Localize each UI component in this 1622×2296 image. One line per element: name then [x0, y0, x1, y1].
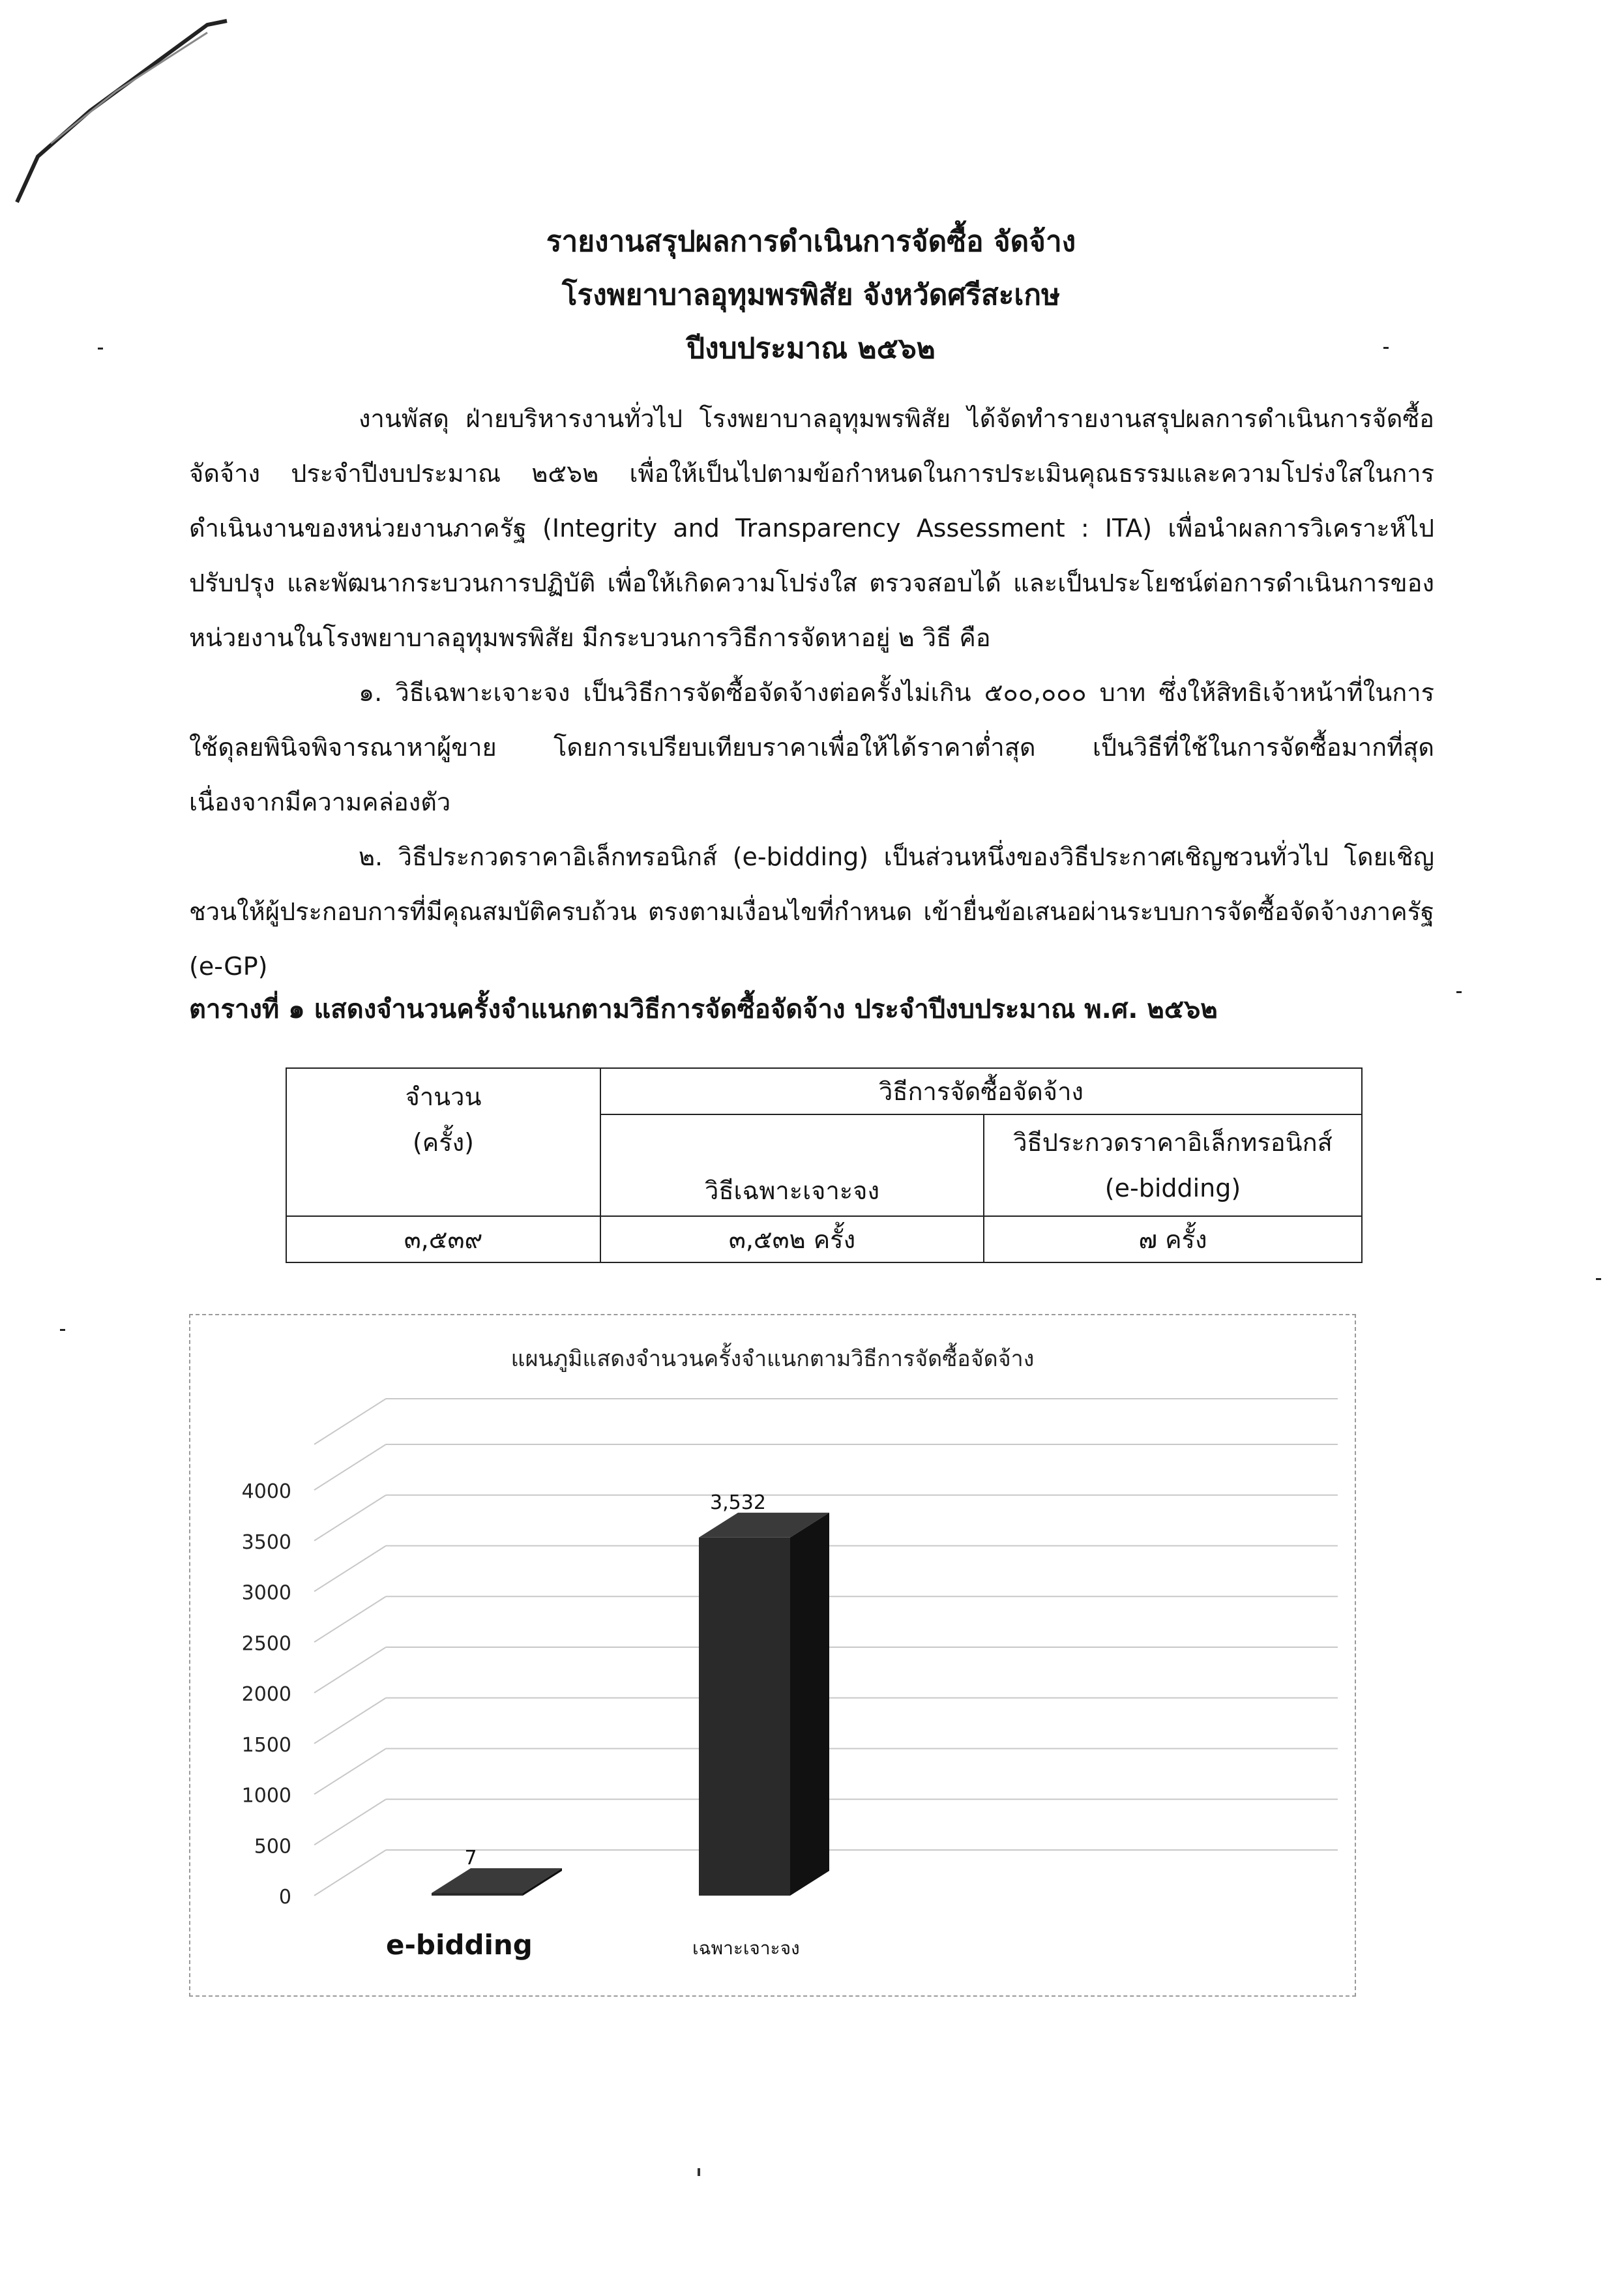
- scan-speck: [98, 348, 103, 350]
- x-category-label: e-bidding: [386, 1929, 533, 1961]
- table-row: [286, 1216, 1362, 1262]
- data-label: 7: [464, 1847, 477, 1870]
- ebid-count-cell: ๗ ครั้ง: [984, 1216, 1362, 1262]
- chart-title: แผนภูมิแสดงจำนวนครั้งจำแนกตามวิธีการจัดซื้อจัดจ้าง: [510, 1346, 1035, 1372]
- table-header-row: [286, 1068, 1362, 1114]
- gridline-side: [314, 1749, 386, 1795]
- gridline-side: [314, 1596, 386, 1642]
- x-category-label: เฉพาะเจาะจง: [692, 1937, 800, 1959]
- gridline-side: [314, 1444, 386, 1490]
- y-tick-label: 3500: [241, 1530, 291, 1554]
- count-header-unit: (ครั้ง): [412, 1128, 475, 1157]
- gridline-side: [314, 1399, 386, 1444]
- scan-speck: [1456, 991, 1462, 993]
- y-tick-label: 3000: [241, 1581, 291, 1605]
- scan-speck: [60, 1329, 65, 1331]
- bar: [432, 1893, 523, 1896]
- gridline-side: [314, 1799, 386, 1845]
- y-tick-label: 0: [278, 1886, 291, 1909]
- y-tick-label: 2500: [241, 1632, 291, 1656]
- method-2-paragraph: ๒. วิธีประกวดราคาอิเล็กทรอนิกส์ (e-bidding) เป็นส่วนหนึ่งของวิธีประกาศเชิญชวนทั่วไป โดยเชิญชวนให้ผู้ประกอบการที่มีคุณสมบัติครบถ้วน ตรงตามเงื่อนไขที่กำหนด เข้ายื่นข้อเสนอผ่านระบบการจัดซื้อจัดจ้างภาครัฐ (e-GP): [189, 842, 1434, 981]
- report-body: [189, 391, 1434, 994]
- report-title-line-3: ปีงบประมาณ ๒๕๖๒: [686, 332, 936, 365]
- report-title-line-2: โรงพยาบาลอุทุมพรพิสัย จังหวัดศรีสะเกษ: [561, 278, 1061, 312]
- scan-mark-diagonal: [12, 13, 233, 209]
- y-tick-label: 1500: [241, 1733, 291, 1757]
- bar-top: [432, 1868, 562, 1893]
- gridline-side: [314, 1495, 386, 1541]
- y-tick-label: 500: [254, 1835, 291, 1858]
- ebid-header-sub: (e-bidding): [1104, 1173, 1241, 1202]
- y-tick-label: 2000: [241, 1683, 291, 1706]
- data-label: 3,532: [710, 1491, 766, 1514]
- method-1-paragraph: ๑. วิธีเฉพาะเจาะจง เป็นวิธีการจัดซื้อจัดจ้างต่อครั้งไม่เกิน ๕๐๐,๐๐๐ บาท ซึ่งให้สิทธิเจ้าหน้าที่ในการใช้ดุลยพินิจพิจารณาหาผู้ขาย โดยการเปรียบเทียบราคาเพื่อให้ได้ราคาต่ำสุด เป็นวิธีที่ใช้ในการจัดซื้อมากที่สุด เนื่องจากมีความคล่องตัว: [189, 678, 1434, 816]
- gridline-side: [314, 1698, 386, 1744]
- chart-frame: [189, 1314, 1356, 1997]
- count-header-label: จำนวน: [405, 1082, 482, 1111]
- gridline-side: [314, 1850, 386, 1896]
- specific-header-cell: วิธีเฉพาะเจาะจง: [600, 1114, 984, 1217]
- y-tick-label: 4000: [241, 1480, 291, 1503]
- bar: [699, 1538, 790, 1896]
- bar-side: [790, 1513, 829, 1896]
- report-title-line-1: รายงานสรุปผลการดำเนินการจัดซื้อ จัดจ้าง: [546, 225, 1076, 258]
- ebid-header-cell: [984, 1114, 1362, 1217]
- scan-speck: [1383, 347, 1389, 349]
- scan-speck: [1596, 1278, 1601, 1280]
- intro-paragraph: งานพัสดุ ฝ่ายบริหารงานทั่วไป โรงพยาบาลอุทุมพรพิสัย ได้จัดทำรายงานสรุปผลการดำเนินการจัดซื้อ จัดจ้าง ประจำปีงบประมาณ ๒๕๖๒ เพื่อให้เป็นไปตามข้อกำหนดในการประเมินคุณธรรมและความโปร่งใสในการดำเนินงานของหน่วยงานภาครัฐ (Integrity and Transparency Assessment : ITA) เพื่อนำผลการวิเคราะห์ไปปรับปรุง และพัฒนากระบวนการปฏิบัติ เพื่อให้เกิดความโปร่งใส ตรวจสอบได้ และเป็นประโยชน์ต่อการดำเนินการของหน่วยงานในโรงพยาบาลอุทุมพรพิสัย มีกระบวนการวิธีการจัดหาอยู่ ๒ วิธี คือ: [189, 404, 1434, 652]
- specific-count-cell: ๓,๕๓๒ ครั้ง: [600, 1216, 984, 1262]
- table-caption: ตารางที่ ๑ แสดงจำนวนครั้งจำแนกตามวิธีการจัดซื้อจัดจ้าง ประจำปีงบประมาณ พ.ศ. ๒๕๖๒: [189, 994, 1218, 1024]
- method-header-cell: วิธีการจัดซื้อจัดจ้าง: [600, 1068, 1362, 1114]
- page-mark: [698, 2168, 700, 2176]
- bar-chart: [190, 1315, 1355, 1995]
- procurement-table: [286, 1067, 1363, 1263]
- count-header-cell: [286, 1068, 600, 1216]
- ebid-header-label: วิธีประกวดราคาอิเล็กทรอนิกส์: [1013, 1127, 1333, 1157]
- total-count-cell: ๓,๕๓๙: [286, 1216, 600, 1262]
- gridline-side: [314, 1647, 386, 1693]
- y-tick-label: 1000: [241, 1784, 291, 1808]
- report-header: [0, 215, 1622, 376]
- gridline-side: [314, 1546, 386, 1592]
